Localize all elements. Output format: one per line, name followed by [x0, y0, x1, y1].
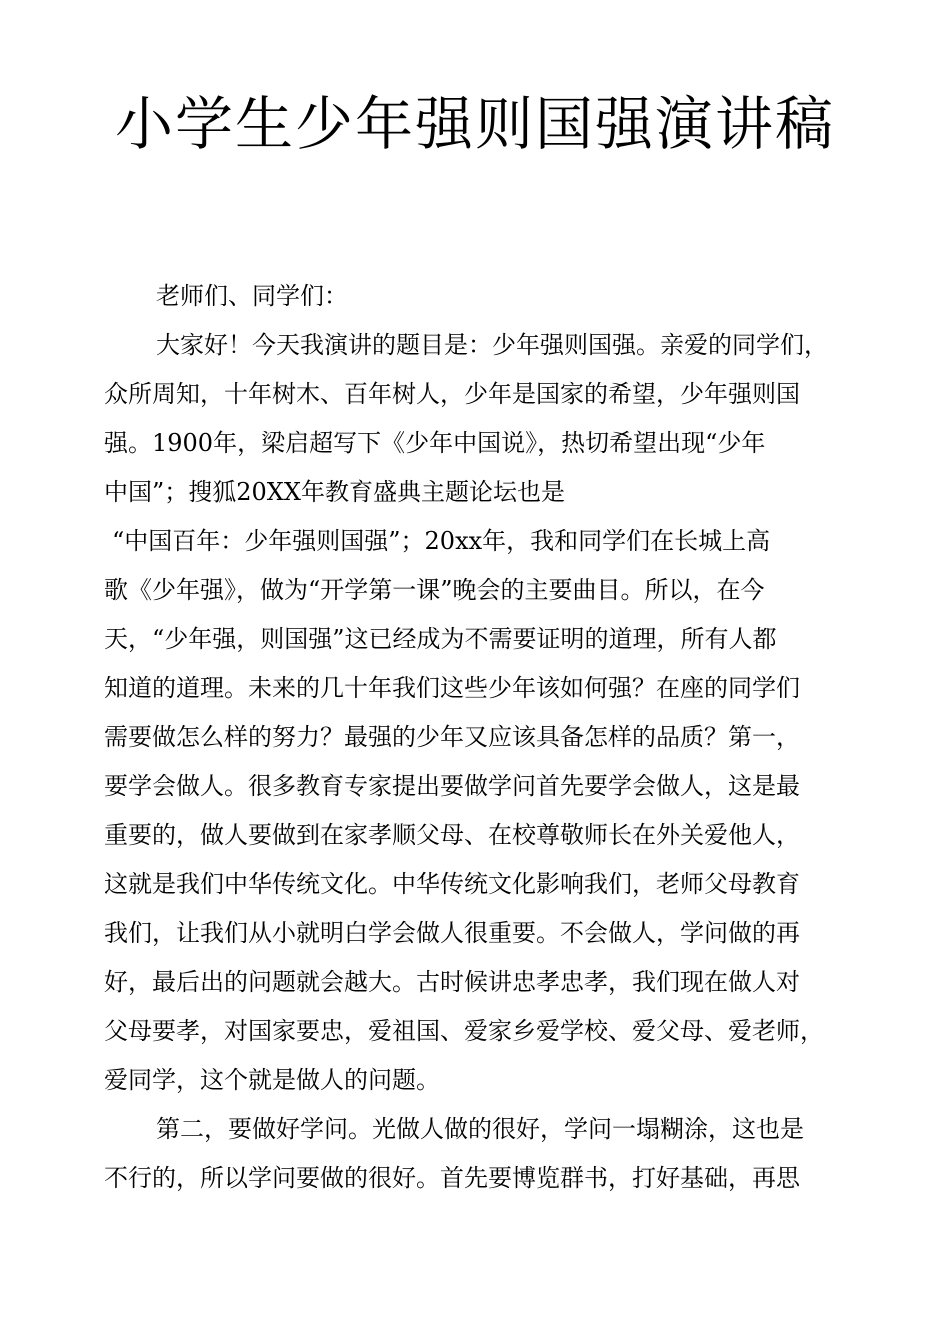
- paragraph-line: 歌《少年强》，做为“开学第一课”晚会的主要曲目。所以，在今: [104, 576, 765, 604]
- paragraph-line: 爱同学，这个就是做人的问题。: [104, 1066, 440, 1094]
- paragraph-line: 好，最后出的问题就会越大。古时候讲忠孝忠孝，我们现在做人对: [104, 968, 800, 996]
- paragraph-line: 父母要孝，对国家要忠，爱祖国、爱家乡爱学校、爱父母、爱老师，: [104, 1017, 824, 1045]
- paragraph-line: 知道的道理。未来的几十年我们这些少年该如何强？在座的同学们: [104, 674, 800, 702]
- document-title: 小学生少年强则国强演讲稿: [114, 90, 835, 158]
- salutation-line: 老师们、同学们：: [156, 282, 348, 310]
- paragraph-line: 大家好！今天我演讲的题目是：少年强则国强。亲爱的同学们，: [156, 331, 828, 359]
- paragraph-line: 众所周知，十年树木、百年树人，少年是国家的希望，少年强则国: [104, 380, 800, 408]
- paragraph-line: 我们，让我们从小就明白学会做人很重要。不会做人，学问做的再: [104, 919, 800, 947]
- paragraph-line: 这就是我们中华传统文化。中华传统文化影响我们，老师父母教育: [104, 870, 800, 898]
- paragraph-line: 第二，要做好学问。光做人做的很好，学问一塌糊涂，这也是: [156, 1115, 804, 1143]
- paragraph-line: 不行的，所以学问要做的很好。首先要博览群书，打好基础，再思: [104, 1164, 800, 1192]
- paragraph-line: 天，“少年强，则国强”这已经成为不需要证明的道理，所有人都: [104, 625, 777, 653]
- document-body: [104, 272, 854, 1203]
- paragraph-line: 中国”；搜狐20XX年教育盛典主题论坛也是: [104, 478, 565, 506]
- paragraph-line: 要学会做人。很多教育专家提出要做学问首先要学会做人，这是最: [104, 772, 800, 800]
- paragraph-line: 重要的，做人要做到在家孝顺父母、在校尊敬师长在外关爱他人，: [104, 821, 800, 849]
- paragraph-line: 需要做怎么样的努力？最强的少年又应该具备怎样的品质？第一，: [104, 723, 800, 751]
- paragraph-line: 强。1900年，梁启超写下《少年中国说》，热切希望出现“少年: [104, 429, 766, 457]
- paragraph-line: “中国百年：少年强则国强”；20xx年，我和同学们在长城上高: [112, 527, 771, 555]
